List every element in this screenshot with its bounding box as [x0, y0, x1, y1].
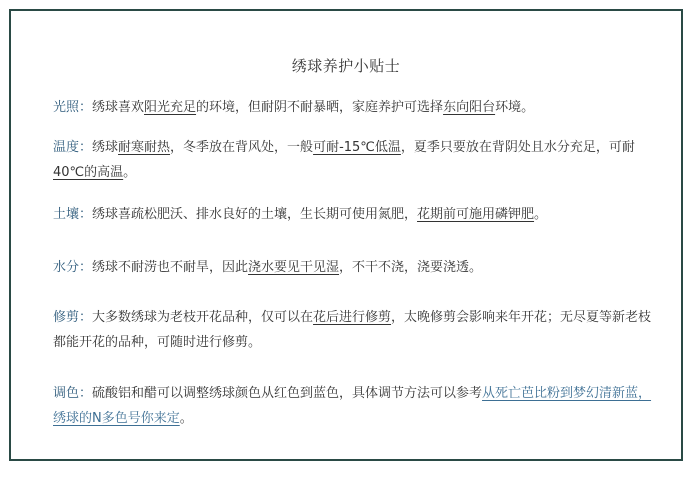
tip-text: 。 [123, 165, 137, 180]
tip-pruning [53, 305, 653, 355]
tip-text: 。 [534, 207, 548, 222]
tip-text: 大多数绣球为老枝开花品种，仅可以在 [92, 310, 314, 325]
tip-text: 绣球 [92, 140, 119, 155]
tip-text: ，冬季放在背风处，一般 [170, 140, 314, 155]
tip-text: 绣球喜欢 [92, 100, 145, 115]
tip-highlight: 浇水要见干见湿 [248, 260, 340, 275]
tip-text: 环境。 [495, 100, 535, 115]
tip-label-light: 光照： [53, 100, 93, 115]
tip-highlight: 花期前可施用磷钾肥 [417, 207, 535, 222]
tip-text: 绣球不耐涝也不耐旱，因此 [92, 260, 249, 275]
tip-highlight: 东向阳台 [443, 100, 496, 115]
tip-water [53, 255, 653, 280]
tip-coloring [53, 381, 653, 431]
tips-card [9, 9, 683, 461]
tip-text: 的环境，但耐阴不耐暴晒，家庭养护可选择 [196, 100, 444, 115]
article-link[interactable]: 从死亡芭比粉到梦幻清新蓝，绣球的N多色号你来定 [53, 386, 652, 426]
tip-label-temperature: 温度： [53, 140, 93, 155]
tip-text: 绣球喜疏松肥沃、排水良好的土壤，生长期可使用氮肥， [92, 207, 418, 222]
tip-temperature [53, 135, 653, 185]
tip-label-coloring: 调色： [53, 386, 93, 401]
tip-soil [53, 202, 653, 227]
tip-label-water: 水分： [53, 260, 93, 275]
tip-highlight: 可耐-15℃低温 [313, 140, 401, 155]
tip-light [53, 95, 653, 120]
tip-text: 。 [179, 411, 193, 426]
tip-text: 硫酸铝和醋可以调整绣球颜色从红色到蓝色，具体调节方法可以参考 [92, 386, 483, 401]
page-title: 绣球养护小贴士 [291, 57, 401, 75]
tip-label-pruning: 修剪： [53, 310, 93, 325]
tip-highlight: 花后进行修剪 [313, 310, 392, 325]
tip-highlight: 阳光充足 [144, 100, 197, 115]
tip-label-soil: 土壤： [53, 207, 93, 222]
tip-text: ，不干不浇，浇要浇透。 [339, 260, 483, 275]
tip-text: ，夏季只要放在背阴处且水分充足，可耐 [400, 140, 635, 155]
tip-highlight: 40℃的高温 [53, 165, 124, 180]
tip-highlight: 耐寒耐热 [118, 140, 171, 155]
tip-text: ，太晚修剪会影响来年开花；无尽夏等新老枝都能开花的品种，可随时进行修剪。 [53, 310, 652, 350]
